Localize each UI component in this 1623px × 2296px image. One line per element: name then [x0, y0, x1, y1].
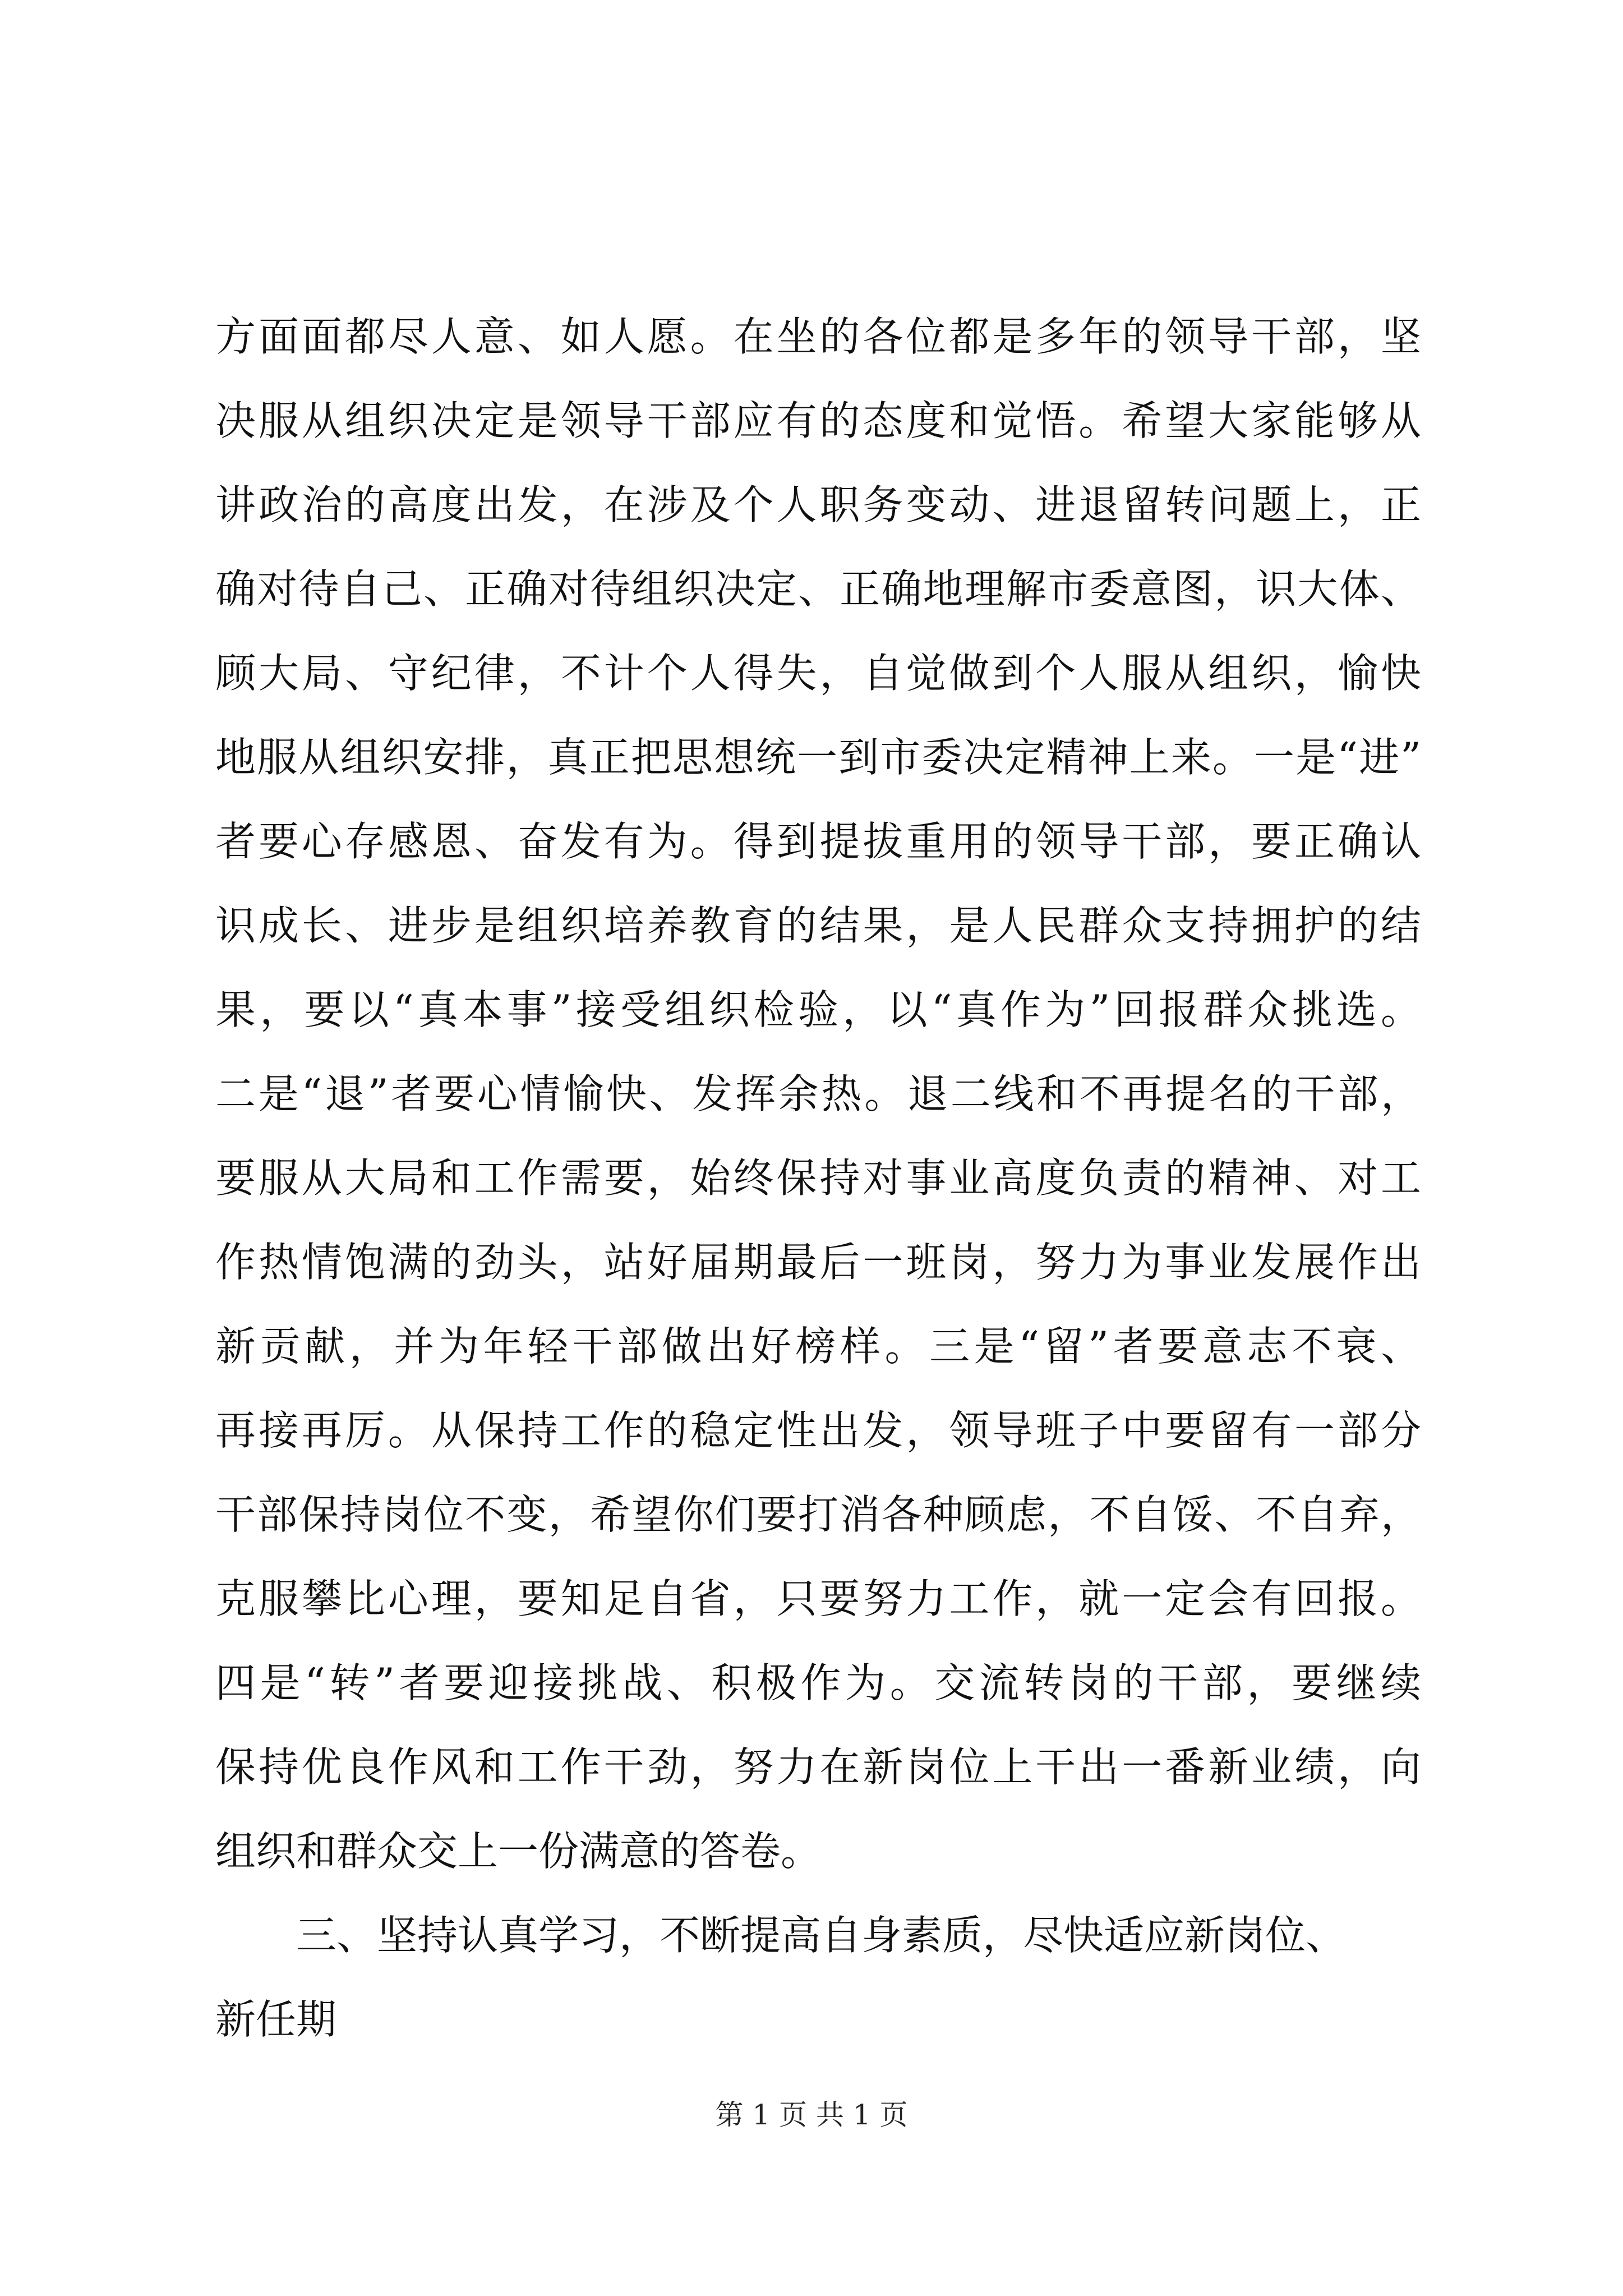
- body-line: 组织和群众交上一份满意的答卷。: [215, 1828, 822, 1875]
- body-line: 再接再厉。从保持工作的稳定性出发，领导班子中要留有一部分: [215, 1407, 1421, 1454]
- body-line: 保持优良作风和工作干劲，努力在新岗位上干出一番新业绩，向: [215, 1743, 1421, 1791]
- body-line: 确对待自己、正确对待组织决定、正确地理解市委意图，识大体、: [215, 565, 1421, 613]
- body-line: 方面面都尽人意、如人愿。在坐的各位都是多年的领导干部，坚: [215, 313, 1421, 360]
- body-line: 四是“转”者要迎接挑战、积极作为。交流转岗的干部，要继续: [215, 1659, 1421, 1706]
- body-line: 要服从大局和工作需要，始终保持对事业高度负责的精神、对工: [215, 1154, 1421, 1202]
- body-line: 新贡献，并为年轻干部做出好榜样。三是“留”者要意志不衰、: [215, 1323, 1421, 1370]
- body-line: 决服从组织决定是领导干部应有的态度和觉悟。希望大家能够从: [215, 397, 1421, 444]
- body-line: 克服攀比心理，要知足自省，只要努力工作，就一定会有回报。: [215, 1575, 1421, 1622]
- body-line: 者要心存感恩、奋发有为。得到提拔重用的领导干部，要正确认: [215, 818, 1421, 865]
- section-heading-line: 三、坚持认真学习，不断提高自身素质，尽快适应新岗位、: [296, 1912, 1347, 1959]
- section-heading-line: 新任期: [215, 1996, 337, 2043]
- page-footer: 第 1 页 共 1 页: [715, 2099, 908, 2131]
- body-line: 果，要以“真本事”接受组织检验，以“真作为”回报群众挑选。: [215, 986, 1421, 1033]
- body-line: 地服从组织安排，真正把思想统一到市委决定精神上来。一是“进”: [215, 734, 1421, 781]
- body-line: 顾大局、守纪律，不计个人得失，自觉做到个人服从组织，愉快: [215, 650, 1421, 697]
- body-line: 二是“退”者要心情愉快、发挥余热。退二线和不再提名的干部，: [215, 1070, 1421, 1117]
- body-line: 干部保持岗位不变，希望你们要打消各种顾虑，不自馁、不自弃，: [215, 1491, 1421, 1538]
- body-line: 作热情饱满的劲头，站好届期最后一班岗，努力为事业发展作出: [215, 1239, 1421, 1286]
- body-line: 识成长、进步是组织培养教育的结果，是人民群众支持拥护的结: [215, 902, 1421, 949]
- body-line: 讲政治的高度出发，在涉及个人职务变动、进退留转问题上，正: [215, 481, 1421, 528]
- document-body: [215, 295, 1421, 2062]
